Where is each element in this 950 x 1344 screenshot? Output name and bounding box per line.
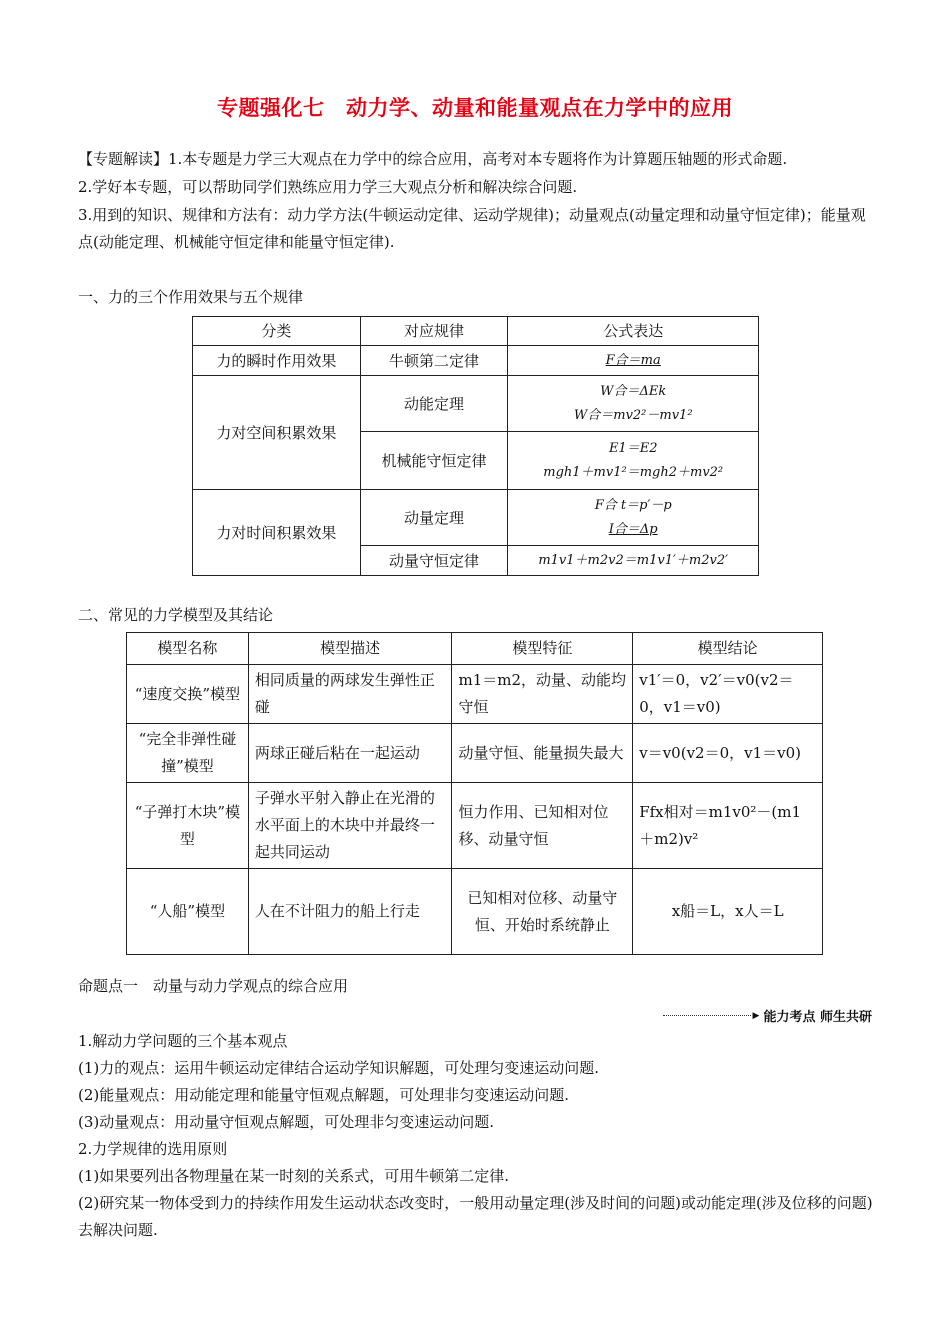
document-title: 专题强化七 动力学、动量和能量观点在力学中的应用: [217, 96, 733, 120]
law-cell: 机械能守恒定律: [360, 432, 508, 490]
intro-paragraph-2: 2.学好本专题，可以帮助同学们熟练应用力学三大观点分析和解决综合问题.: [78, 178, 578, 196]
model-desc-cell: 相同质量的两球发生弹性正碰: [248, 665, 452, 724]
dotted-line: [663, 1015, 751, 1016]
model-feature-cell: 动量守恒、能量损失最大: [452, 724, 633, 783]
formula-cell: m1v1＋m2v2＝m1v1′＋m2v2′: [508, 546, 759, 576]
badge-label: 能力考点 师生共研: [763, 1010, 872, 1025]
table-header-row: [193, 317, 759, 346]
section1-heading: 一、力的三个作用效果与五个规律: [78, 288, 304, 306]
section2-heading: 二、常见的力学模型及其结论: [78, 606, 274, 624]
model-conclusion-cell: v＝v0(v2＝0，v1＝v0): [633, 724, 823, 783]
header-cell: 公式表达: [508, 317, 759, 346]
formula-line: E1＝E2: [608, 440, 658, 456]
formula-cell: [508, 346, 759, 376]
formula-line: I合＝Δp: [608, 521, 658, 537]
model-feature-cell: 恒力作用、已知相对位移、动量守恒: [452, 783, 633, 869]
law-cell: 动能定理: [360, 376, 508, 432]
category-cell: 力对时间积累效果: [193, 490, 361, 576]
model-name-cell: “子弹打木块”模型: [127, 783, 249, 869]
category-cell: 力的瞬时作用效果: [193, 346, 361, 376]
section3-line: (1)力的观点：运用牛顿运动定律结合运动学知识解题，可处理匀变速运动问题.: [78, 1059, 600, 1077]
models-table: [126, 632, 823, 955]
model-conclusion-cell: x船＝L，x人＝L: [633, 869, 823, 955]
section3-line: 1.解动力学问题的三个基本观点: [78, 1032, 288, 1050]
header-cell: 模型结论: [633, 633, 823, 665]
model-conclusion-cell: Ffx相对＝m1v0²－(m1＋m2)v²: [633, 783, 823, 869]
formula-cell: [508, 432, 759, 490]
ability-badge: [663, 1006, 872, 1025]
model-desc-cell: 人在不计阻力的船上行走: [248, 869, 452, 955]
table-row: [193, 346, 759, 376]
table-row: [193, 490, 759, 546]
formula-line: F合＝ma: [605, 352, 661, 368]
header-cell: 分类: [193, 317, 361, 346]
model-name-cell: “速度交换”模型: [127, 665, 249, 724]
model-conclusion-cell: v1′＝0，v2′＝v0(v2＝0，v1＝v0): [633, 665, 823, 724]
model-desc-cell: 子弹水平射入静止在光滑的水平面上的木块中并最终一起共同运动: [248, 783, 452, 869]
table-row: [127, 665, 823, 724]
model-feature-cell: m1＝m2，动量、动能均守恒: [452, 665, 633, 724]
table-row: [193, 376, 759, 432]
formula-line: mgh1＋mv1²＝mgh2＋mv2²: [543, 464, 724, 480]
header-cell: 模型描述: [248, 633, 452, 665]
model-desc-cell: 两球正碰后粘在一起运动: [248, 724, 452, 783]
section3-line: (1)如果要列出各物理量在某一时刻的关系式，可用牛顿第二定律.: [78, 1167, 510, 1185]
law-cell: 牛顿第二定律: [360, 346, 508, 376]
table-row: [127, 869, 823, 955]
section3-line: (2)能量观点：用动能定理和能量守恒观点解题，可处理非匀变速运动问题.: [78, 1086, 570, 1104]
section3-line: (2)研究某一物体受到力的持续作用发生运动状态改变时，一般用动量定理(涉及时间的问题)或动能定理(涉及位移的问题)去解决问题.: [78, 1194, 873, 1239]
laws-table: [192, 316, 759, 576]
law-cell: 动量定理: [360, 490, 508, 546]
section3-line: (3)动量观点：用动量守恒观点解题，可处理非匀变速运动问题.: [78, 1113, 495, 1131]
arrow-icon: ▶: [752, 1010, 760, 1021]
intro-paragraph-3: 3.用到的知识、规律和方法有：动力学方法(牛顿运动定律、运动学规律)；动量观点(动量定理和动量守恒定律)；能量观点(动能定理、机械能守恒定律和能量守恒定律).: [78, 206, 866, 251]
model-name-cell: “完全非弹性碰撞”模型: [127, 724, 249, 783]
section3-heading: 命题点一 动量与动力学观点的综合应用: [78, 977, 349, 995]
table-header-row: [127, 633, 823, 665]
law-cell: 动量守恒定律: [360, 546, 508, 576]
formula-cell: [508, 490, 759, 546]
header-cell: 对应规律: [360, 317, 508, 346]
formula-line: W合＝mv2²－mv1²: [573, 407, 693, 423]
intro-paragraph-1: 【专题解读】1.本专题是力学三大观点在力学中的综合应用，高考对本专题将作为计算题压轴题的形式命题.: [78, 150, 788, 168]
header-cell: 模型名称: [127, 633, 249, 665]
model-feature-cell: 已知相对位移、动量守恒、开始时系统静止: [452, 869, 633, 955]
table-row: [127, 724, 823, 783]
header-cell: 模型特征: [452, 633, 633, 665]
formula-line: W合＝ΔEk: [600, 383, 667, 399]
table-row: [127, 783, 823, 869]
formula-line: F合 t＝p′－p: [594, 497, 672, 513]
formula-cell: [508, 376, 759, 432]
model-name-cell: “人船”模型: [127, 869, 249, 955]
category-cell: 力对空间积累效果: [193, 376, 361, 490]
section3-line: 2.力学规律的选用原则: [78, 1140, 228, 1158]
